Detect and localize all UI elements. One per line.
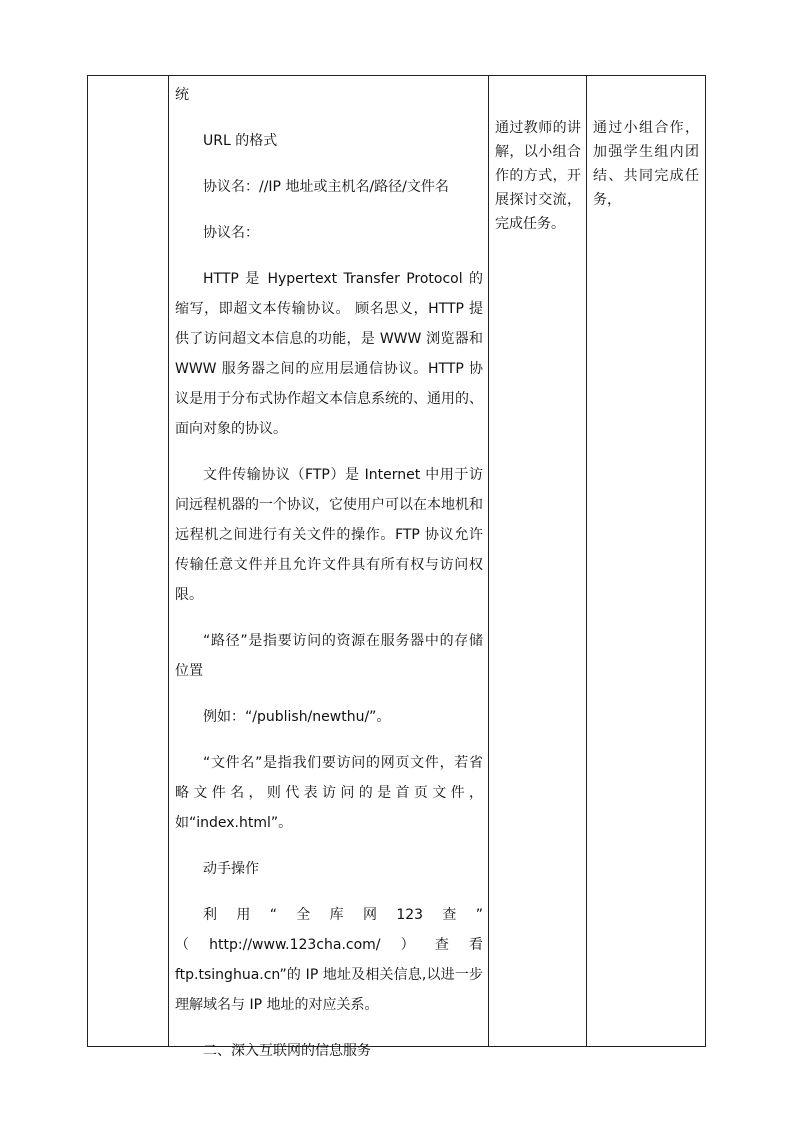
paragraph: URL 的格式 [203, 133, 278, 149]
paragraph: 例如：“/publish/newthu/”。 [203, 709, 391, 725]
content-column [169, 76, 489, 1066]
paragraph: HTTP 是 Hypertext Transfer Protocol 的缩写，即超文本传输协议。 顾名思义，HTTP 提供了访问超文本信息的功能，是 WWW 浏览器和 WWW 服务器之间的应用层通信协议。HTTP 协议是用于分布式协作超文本信息系统的、通用的、面向对象的协议。 [175, 271, 483, 437]
student-activity-text: 通过小组合作，加强学生组内团结、共同完成任务， [593, 120, 699, 208]
paragraph: 文件传输协议（FTP）是 Internet 中用于访问远程机器的一个协议，它使用户可以在本地机和远程机之间进行有关文件的操作。FTP 协议允许传输任意文件并且允许文件具有所有权与访问权限。 [175, 467, 483, 603]
paragraph: 统 [175, 87, 189, 103]
paragraph: （http://www.123cha.com/）查看 ftp.tsinghua.cn”的 IP 地址及相关信息,以进一步理解域名与 IP 地址的对应关系。 [175, 937, 483, 1013]
teacher-activity-column [489, 116, 587, 236]
teacher-activity-text: 通过教师的讲解，以小组合作的方式，开展探讨交流，完成任务。 [495, 120, 581, 232]
student-activity-column [587, 116, 705, 212]
paragraph: “路径”是指要访问的资源在服务器中的存储位置 [175, 633, 483, 679]
paragraph: 二、深入互联网的信息服务 [203, 1043, 371, 1059]
paragraph: 协议名： [203, 225, 259, 241]
lesson-table [87, 75, 706, 1059]
paragraph: “文件名”是指我们要访问的网页文件，若省略文件名，则代表访问的是首页文件，如“index.html”。 [175, 755, 483, 831]
paragraph: 协议名：//IP 地址或主机名/路径/文件名 [203, 179, 449, 195]
paragraph: 动手操作 [203, 861, 259, 877]
paragraph: 利 用 “ 全 库 网 123 查 ” [203, 907, 483, 923]
